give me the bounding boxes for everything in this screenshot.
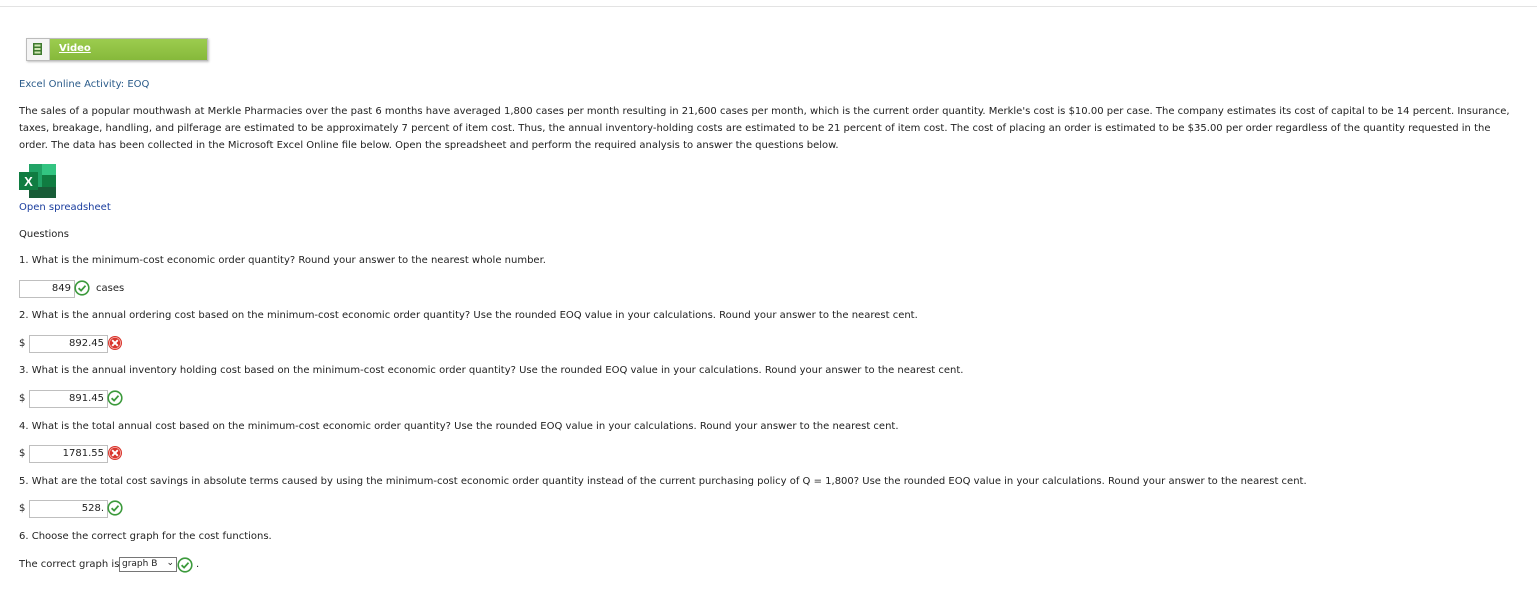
graph-select[interactable]	[119, 557, 177, 572]
top-divider	[0, 6, 1537, 7]
currency-symbol: $	[19, 338, 26, 349]
answer-5-input[interactable]	[29, 500, 108, 518]
svg-text:X: X	[24, 174, 33, 189]
problem-statement: The sales of a popular mouthwash at Merkle Pharmacies over the past 6 months have averaged 1,800 cases per month resulting in 21,600 cases per month, which is the current order quantity. Merkle's cost is $10.00 per case. The company estimates its cost of capital to be 14 percent. Insurance, taxes, breakage, handling, and pilferage are estimated to be approximately 7 percent of item cost. Thus, the annual inventory-holding costs are estimated to be 21 percent of item cost. The cost of placing an order is estimated to be $35.00 per order regardless of the quantity requested in the order. The data has been collected in the Microsoft Excel Online file below. Open the spreadsheet and perform the required analysis to answer the questions below.	[19, 106, 1510, 151]
currency-symbol: $	[19, 503, 26, 514]
film-icon	[33, 43, 42, 55]
question-2-text: 2. What is the annual ordering cost based on the minimum-cost economic order quantity? Use the rounded EOQ value in your calculations. Round your answer to the nearest cent.	[19, 310, 918, 321]
question-6-text: 6. Choose the correct graph for the cost functions.	[19, 531, 272, 542]
answer-3-input[interactable]	[29, 390, 108, 408]
question-4-text: 4. What is the total annual cost based on the minimum-cost economic order quantity? Use the rounded EOQ value in your calculations. Round your answer to the nearest cent.	[19, 421, 899, 432]
check-circle-icon	[107, 500, 123, 516]
check-circle-icon	[177, 557, 193, 573]
chevron-down-icon: ⌄	[166, 558, 174, 568]
video-label[interactable]: Video	[59, 43, 91, 54]
video-button[interactable]	[26, 38, 208, 61]
question-3-text: 3. What is the annual inventory holding cost based on the minimum-cost economic order quantity? Use the rounded EOQ value in your calculations. Round your answer to the nearest cent.	[19, 365, 964, 376]
answer-1-unit: cases	[96, 283, 125, 294]
open-spreadsheet-link[interactable]: Open spreadsheet	[19, 202, 111, 213]
answer-2-input[interactable]	[29, 335, 108, 353]
x-circle-icon	[107, 335, 123, 351]
graph-question-trailing: .	[196, 559, 200, 570]
x-circle-icon	[107, 445, 123, 461]
graph-select-value: graph B	[122, 559, 158, 569]
question-5-text: 5. What are the total cost savings in absolute terms caused by using the minimum-cost economic order quantity instead of the current purchasing policy of Q = 1,800? Use the rounded EOQ value in your calculations. Round your answer to the nearest cent.	[19, 476, 1307, 487]
activity-title: Excel Online Activity: EOQ	[19, 79, 150, 90]
video-icon-box	[27, 39, 50, 60]
graph-question-lead: The correct graph is	[19, 559, 120, 570]
answer-1-input[interactable]	[19, 280, 75, 298]
answer-4-input[interactable]	[29, 445, 108, 463]
currency-symbol: $	[19, 448, 26, 459]
excel-icon[interactable]	[19, 164, 56, 198]
currency-symbol: $	[19, 393, 26, 404]
check-circle-icon	[74, 280, 90, 296]
check-circle-icon	[107, 390, 123, 406]
questions-heading: Questions	[19, 229, 69, 240]
question-1-text: 1. What is the minimum-cost economic order quantity? Round your answer to the nearest whole number.	[19, 255, 546, 266]
